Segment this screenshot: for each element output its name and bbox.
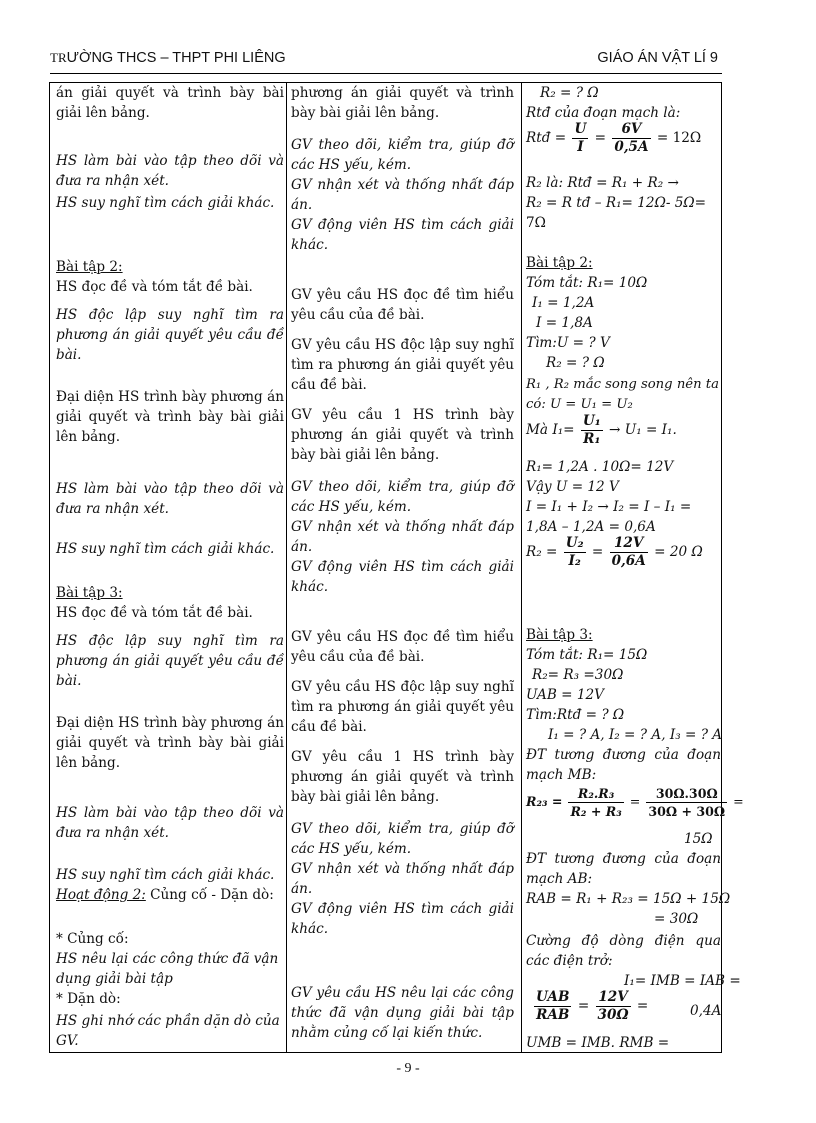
student-activity-column	[56, 83, 284, 1052]
solution-column	[526, 83, 744, 1052]
exercise-2-title: Bài tập 2:	[56, 259, 123, 275]
solution-line: R₂ = R tđ – R₁= 12Ω- 5Ω=	[526, 195, 707, 211]
fraction	[564, 535, 586, 570]
solution-line: UMB = IMB. RMB =	[526, 1035, 670, 1051]
col1-text: án giải quyết và trình bày bài giải lên bảng.	[56, 85, 284, 121]
formula-text: = 12Ω	[656, 130, 702, 146]
col1-text: HS làm bài vào tập theo dõi và đưa ra nhận xét.	[56, 481, 284, 517]
fraction-denominator: RAB	[536, 1007, 570, 1023]
formula-i1-value	[532, 989, 648, 1024]
col2-text: GV yêu cầu HS nêu lại các công thức đã vận dụng giải bài tập nhằm củng cố lại kiến thức.	[291, 985, 514, 1041]
col1-text: HS suy nghĩ tìm cách giải khác.	[56, 867, 275, 883]
fraction-denominator: 0,5A	[614, 139, 649, 155]
formula-text: Mà I₁=	[526, 422, 575, 438]
formula-text: R₂ =	[526, 544, 558, 560]
solution-line: Tìm:U = ? V	[526, 335, 610, 351]
col1-text: HS đọc đề và tóm tắt đề bài.	[56, 605, 253, 621]
fraction-numerator: R₂.R₃	[568, 785, 623, 803]
formula-text: = 20 Ω	[654, 544, 703, 560]
solution-line: ĐT tương đương của đoạn mạch AB:	[526, 851, 721, 887]
exercise-3-title: Bài tập 3:	[56, 585, 123, 601]
activity-2-heading	[56, 885, 284, 905]
fraction	[534, 989, 571, 1024]
solution-line: UAB = 12V	[526, 687, 604, 703]
fraction-numerator: UAB	[536, 989, 570, 1005]
solution-line: R₂= R₃ =30Ω	[532, 667, 624, 683]
page-number: - 9 -	[396, 1061, 420, 1076]
homework-label: * Dặn dò:	[56, 991, 121, 1007]
col1-text: HS làm bài vào tập theo dõi và đưa ra nhận xét.	[56, 153, 284, 189]
fraction-numerator: 6V	[612, 121, 650, 139]
solution-line: Tóm tắt: R₁= 15Ω	[526, 647, 648, 663]
formula-text: =	[577, 998, 590, 1014]
fraction-numerator: 12V	[596, 989, 631, 1007]
solution-line: 0,4A	[690, 1003, 722, 1019]
header-rule	[50, 73, 722, 74]
formula-text: =	[629, 794, 641, 809]
formula-text: R₂₃ =	[526, 794, 563, 809]
col2-text: phương án giải quyết và trình bày bài giải lên bảng.	[291, 85, 514, 121]
fraction-denominator: 30Ω	[597, 1007, 629, 1023]
solution-line: I₁ = 1,2A	[532, 295, 595, 311]
col2-text: GV yêu cầu HS độc lập suy nghĩ tìm ra phương án giải quyết yêu cầu đề bài.	[291, 679, 514, 735]
activity-2-rest: Củng cố - Dặn dò:	[145, 887, 274, 903]
col2-text: GV động viên HS tìm cách giải khác.	[291, 217, 514, 253]
col2-text: GV yêu cầu HS đọc đề tìm hiểu yêu cầu của đề bài.	[291, 287, 514, 323]
fraction-numerator: 30Ω.30Ω	[646, 785, 727, 803]
col2-text: GV theo dõi, kiểm tra, giúp đỡ các HS yếu, kém.	[291, 821, 514, 857]
school-name-prefix: TR	[50, 50, 67, 65]
exercise-3-title: Bài tập 3:	[526, 627, 593, 643]
column-divider	[286, 83, 287, 1052]
solution-line: Vậy U = 12 V	[526, 479, 619, 495]
fraction-denominator: I	[577, 139, 584, 155]
col2-text: GV động viên HS tìm cách giải khác.	[291, 559, 514, 595]
formula-text: =	[733, 794, 744, 809]
solution-line: 15Ω	[684, 831, 713, 847]
teacher-activity-column	[291, 83, 514, 1052]
formula-text: =	[636, 998, 649, 1014]
formula-text: Rtđ =	[526, 130, 567, 146]
formula-text: =	[594, 130, 607, 146]
formula-r2	[526, 535, 703, 570]
col1-text: Đại diện HS trình bày phương án giải quyết và trình bày bài giải lên bảng.	[56, 389, 284, 445]
fraction	[572, 121, 588, 156]
school-name	[50, 50, 286, 66]
solution-line: I₁= IMB = IAB =	[624, 973, 741, 989]
fraction-denominator: R₁	[583, 431, 601, 447]
col2-text: GV nhận xét và thống nhất đáp án.	[291, 519, 514, 555]
fraction	[596, 989, 631, 1024]
lesson-table	[49, 82, 744, 1053]
column-divider	[521, 83, 522, 1052]
col2-text: GV yêu cầu 1 HS trình bày phương án giải quyết và trình bày bài giải lên bảng.	[291, 407, 514, 463]
col2-text: GV theo dõi, kiểm tra, giúp đỡ các HS yếu, kém.	[291, 479, 514, 515]
col1-text: HS ghi nhớ các phần dặn dò của GV.	[56, 1013, 280, 1049]
solution-line: ĐT tương đương của đoạn mạch MB:	[526, 747, 721, 783]
col2-text: GV động viên HS tìm cách giải khác.	[291, 901, 514, 937]
col2-text: GV yêu cầu HS đọc đề tìm hiểu yêu cầu của đề bài.	[291, 629, 514, 665]
col2-text: GV yêu cầu HS độc lập suy nghĩ tìm ra phương án giải quyết yêu cầu đề bài.	[291, 337, 514, 393]
formula-i1	[526, 413, 677, 448]
fraction	[568, 785, 623, 820]
fraction	[610, 535, 648, 570]
formula-text: =	[591, 544, 604, 560]
col1-text: HS độc lập suy nghĩ tìm ra phương án giải quyết yêu cầu đề bài.	[56, 633, 284, 689]
fraction-numerator: U₂	[565, 535, 584, 551]
activity-2-title: Hoạt động 2:	[56, 887, 146, 903]
solution-line: Tìm:Rtđ = ? Ω	[526, 707, 625, 723]
fraction-numerator: U	[574, 121, 587, 137]
col1-text: HS làm bài vào tập theo dõi và đưa ra nhận xét.	[56, 805, 284, 841]
solution-line: R₂ = ? Ω	[546, 355, 605, 371]
formula-rtd	[526, 121, 701, 156]
col1-text: Đại diện HS trình bày phương án giải quyết và trình bày bài giải lên bảng.	[56, 715, 284, 771]
col1-text: HS đọc đề và tóm tắt đề bài.	[56, 279, 253, 295]
solution-line: R₁ , R₂ mắc song song nên ta có: U = U₁ = U₂	[526, 377, 719, 412]
fraction-denominator: I₂	[568, 553, 581, 569]
solution-line: R₂ = ? Ω	[540, 85, 599, 101]
fraction	[646, 785, 727, 820]
fraction-numerator: U₁	[582, 413, 601, 429]
fraction	[612, 121, 650, 156]
exercise-2-title: Bài tập 2:	[526, 255, 593, 271]
solution-line: Tóm tắt: R₁= 10Ω	[526, 275, 648, 291]
solution-line: R₁= 1,2A . 10Ω= 12V	[526, 459, 674, 475]
solution-line: 7Ω	[526, 215, 546, 231]
fraction-denominator: R₂ + R₃	[570, 804, 622, 819]
solution-line: RAB = R₁ + R₂₃ = 15Ω + 15Ω	[526, 891, 731, 907]
col2-text: GV yêu cầu 1 HS trình bày phương án giải quyết và trình bày bài giải lên bảng.	[291, 749, 514, 805]
school-name-rest: ƯỜNG THCS – THPT PHI LIÊNG	[66, 50, 286, 66]
subject-title: GIÁO ÁN VẬT LÍ 9	[597, 50, 718, 66]
solution-line: I₁ = ? A, I₂ = ? A, I₃ = ? A	[548, 727, 723, 743]
solution-line: I = 1,8A	[536, 315, 593, 331]
fraction-numerator: 12V	[610, 535, 648, 553]
solution-line: I = I₁ + I₂ → I₂ = I – I₁ =	[526, 499, 692, 515]
fraction-denominator: 0,6A	[611, 553, 646, 569]
formula-text: → U₁ = I₁.	[609, 422, 677, 438]
col1-text: HS độc lập suy nghĩ tìm ra phương án giải quyết yêu cầu đề bài.	[56, 307, 284, 363]
solution-line: R₂ là: Rtđ = R₁ + R₂ →	[526, 175, 679, 191]
col1-text: HS suy nghĩ tìm cách giải khác.	[56, 195, 275, 211]
col1-text: HS suy nghĩ tìm cách giải khác.	[56, 541, 275, 557]
page-header	[50, 48, 722, 70]
col1-text: HS nêu lại các công thức đã vận dụng giải bài tập	[56, 951, 279, 987]
col2-text: GV theo dõi, kiểm tra, giúp đỡ các HS yếu, kém.	[291, 137, 514, 173]
formula-r23	[526, 785, 744, 820]
solution-line: Cường độ dòng điện qua các điện trở:	[526, 933, 721, 969]
solution-line: 1,8A – 1,2A = 0,6A	[526, 519, 656, 535]
fraction	[581, 413, 603, 448]
consolidation-label: * Củng cố:	[56, 931, 129, 947]
solution-line: = 30Ω	[654, 911, 699, 927]
col2-text: GV nhận xét và thống nhất đáp án.	[291, 861, 514, 897]
fraction-denominator: 30Ω + 30Ω	[648, 804, 726, 819]
col2-text: GV nhận xét và thống nhất đáp án.	[291, 177, 514, 213]
solution-line: Rtđ của đoạn mạch là:	[526, 105, 681, 121]
